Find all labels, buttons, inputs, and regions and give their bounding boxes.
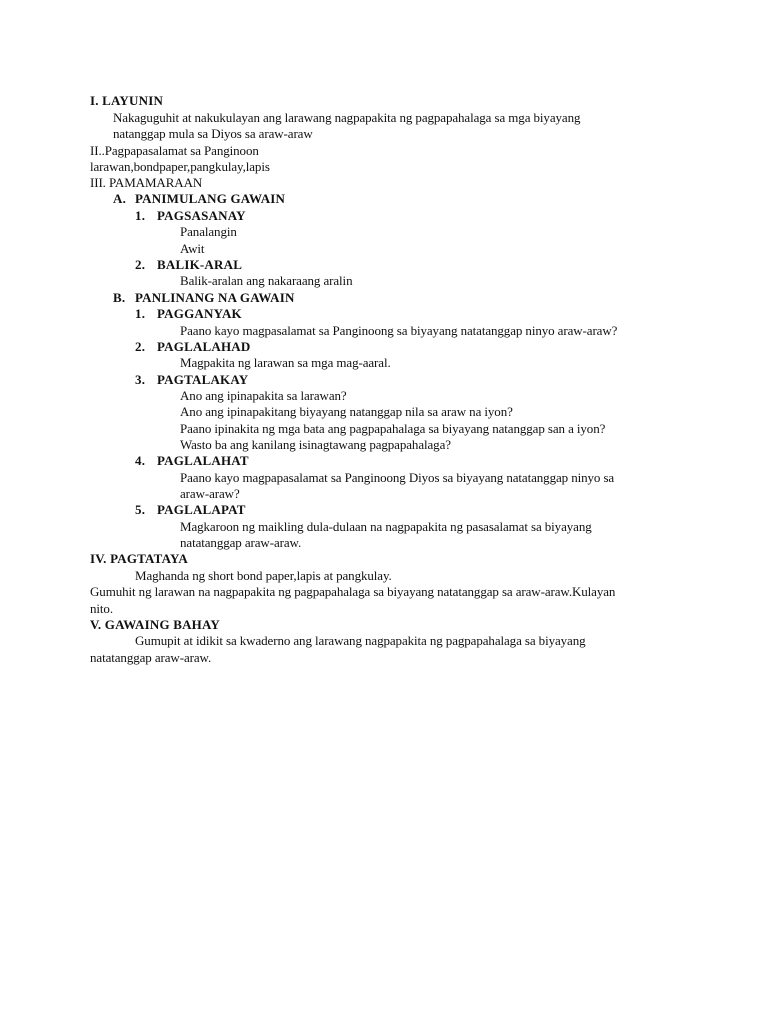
- a-item-2-title: BALIK-ARAL: [157, 257, 243, 272]
- a-item-1-line-2: Awit: [180, 241, 205, 256]
- heading-gawaing-bahay: V. GAWAING BAHAY: [90, 617, 220, 632]
- b-item-4-heading: [135, 453, 249, 469]
- b-item-3-title: PAGTALAKAY: [157, 372, 249, 387]
- b-item-3-line-1: Ano ang ipinapakita sa larawan?: [180, 388, 347, 403]
- a-item-2-line-1: Balik-aralan ang nakaraang aralin: [180, 273, 353, 288]
- heading-layunin: I. LAYUNIN: [90, 93, 164, 108]
- b-item-2-title: PAGLALAHAD: [157, 339, 251, 354]
- pagtataya-text-line-3: nito.: [90, 601, 113, 616]
- b-item-2-heading: [135, 339, 250, 355]
- b-item-3-line-3: Paano ipinakita ng mga bata ang pagpapahalaga sa biyayang natanggap san a iyon?: [180, 421, 606, 436]
- heading-paksa: II..Pagpapasalamat sa Panginoon: [90, 143, 259, 158]
- part-a-title: PANIMULANG GAWAIN: [135, 191, 286, 206]
- b-item-4-title: PAGLALAHAT: [157, 453, 249, 468]
- layunin-text-line-2: natanggap mula sa Diyos sa araw-araw: [113, 126, 313, 141]
- b-item-3-heading: [135, 372, 248, 388]
- b-item-3-marker: 3.: [135, 372, 146, 387]
- a-item-2-heading: [135, 257, 242, 273]
- materials-text: larawan,bondpaper,pangkulay,lapis: [90, 159, 270, 174]
- a-item-1-marker: 1.: [135, 208, 146, 223]
- b-item-1-line-1: Paano kayo magpasalamat sa Panginoong sa biyayang natatanggap ninyo araw-araw?: [180, 323, 618, 338]
- part-a-heading: [113, 191, 285, 207]
- b-item-5-line-2: natatanggap araw-araw.: [180, 535, 302, 550]
- part-b-marker: B.: [113, 290, 126, 305]
- part-b-title: PANLINANG NA GAWAIN: [135, 290, 295, 305]
- a-item-1-title: PAGSASANAY: [157, 208, 246, 223]
- b-item-3-line-2: Ano ang ipinapakitang biyayang natanggap nila sa araw na iyon?: [180, 404, 513, 419]
- b-item-1-heading: [135, 306, 242, 322]
- b-item-4-marker: 4.: [135, 453, 146, 468]
- b-item-4-line-2: araw-araw?: [180, 486, 240, 501]
- layunin-text-line-1: Nakaguguhit at nakukulayan ang larawang nagpapakita ng pagpapahalaga sa mga biyayang: [113, 110, 581, 125]
- a-item-2-marker: 2.: [135, 257, 146, 272]
- heading-pagtataya: IV. PAGTATAYA: [90, 551, 188, 566]
- b-item-5-marker: 5.: [135, 502, 146, 517]
- a-item-1-heading: [135, 208, 246, 224]
- gawaing-bahay-text-line-2: natatanggap araw-araw.: [90, 650, 212, 665]
- a-item-1-line-1: Panalangin: [180, 224, 237, 239]
- b-item-5-title: PAGLALAPAT: [157, 502, 246, 517]
- b-item-2-line-1: Magpakita ng larawan sa mga mag-aaral.: [180, 355, 391, 370]
- b-item-1-marker: 1.: [135, 306, 146, 321]
- gawaing-bahay-text-line-1: Gumupit at idikit sa kwaderno ang larawang nagpapakita ng pagpapahalaga sa biyayang: [135, 633, 586, 648]
- pagtataya-text-line-2: Gumuhit ng larawan na nagpapakita ng pagpapahalaga sa biyayang natatanggap sa araw-araw.Kulayan: [90, 584, 616, 599]
- b-item-5-line-1: Magkaroon ng maikling dula-dulaan na nagpapakita ng pasasalamat sa biyayang: [180, 519, 592, 534]
- b-item-3-line-4: Wasto ba ang kanilang isinagtawang pagpapahalaga?: [180, 437, 451, 452]
- b-item-4-line-1: Paano kayo magpapasalamat sa Panginoong Diyos sa biyayang natatanggap ninyo sa: [180, 470, 615, 485]
- b-item-5-heading: [135, 502, 246, 518]
- b-item-1-title: PAGGANYAK: [157, 306, 242, 321]
- pagtataya-text-line-1: Maghanda ng short bond paper,lapis at pangkulay.: [135, 568, 392, 583]
- part-b-heading: [113, 290, 295, 306]
- b-item-2-marker: 2.: [135, 339, 146, 354]
- heading-pamamaraan: III. PAMAMARAAN: [90, 175, 203, 190]
- part-a-marker: A.: [113, 191, 127, 206]
